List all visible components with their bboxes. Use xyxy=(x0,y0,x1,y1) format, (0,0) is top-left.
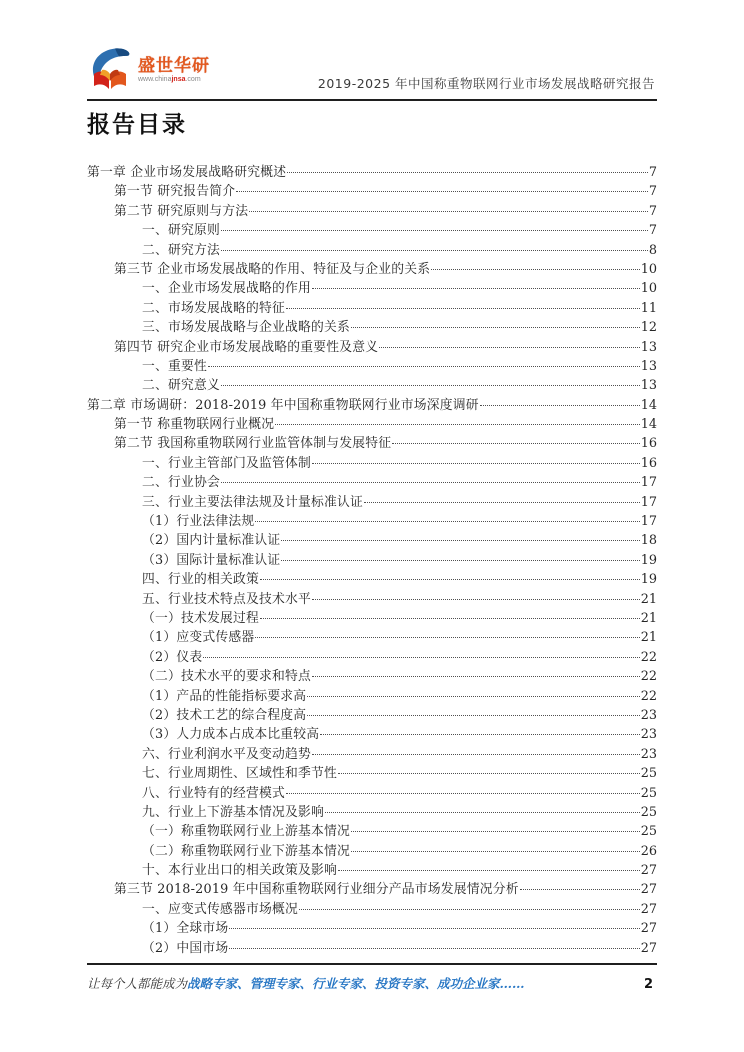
toc-page-number: 22 xyxy=(640,688,657,704)
toc-entry-title: （一）称重物联网行业上游基本情况 xyxy=(142,824,350,840)
toc-entry-title: 九、行业上下游基本情况及影响 xyxy=(142,804,324,820)
toc-entry xyxy=(87,221,657,240)
toc-leader-dots xyxy=(286,793,640,794)
toc-leader-dots xyxy=(260,579,640,580)
logo-bird-book-icon xyxy=(88,46,134,94)
page-title: 报告目录 xyxy=(87,112,187,138)
toc-leader-dots xyxy=(203,657,639,658)
toc-page-number: 17 xyxy=(640,494,657,510)
toc-page-number: 23 xyxy=(640,727,657,743)
toc-page-number: 21 xyxy=(640,630,657,646)
toc-entry xyxy=(87,473,657,492)
toc-page-number: 19 xyxy=(640,552,657,568)
toc-entry-title: 第三节 2018-2019 年中国称重物联网行业细分产品市场发展情况分析 xyxy=(114,882,519,898)
toc-entry xyxy=(87,376,657,395)
toc-leader-dots xyxy=(325,812,640,813)
toc-page-number: 27 xyxy=(640,901,657,917)
toc-leader-dots xyxy=(307,696,639,697)
toc-page-number: 25 xyxy=(640,804,657,820)
toc-page-number: 21 xyxy=(640,591,657,607)
toc-entry-title: （2）中国市场 xyxy=(142,940,229,956)
toc-entry xyxy=(87,551,657,570)
toc-page-number: 7 xyxy=(648,165,657,180)
toc-entry xyxy=(87,822,657,841)
toc-page-number: 8 xyxy=(648,242,657,258)
toc-page-number: 10 xyxy=(640,281,657,297)
toc-entry-title: 二、研究意义 xyxy=(142,378,220,394)
company-logo xyxy=(88,46,210,94)
toc-page-number: 12 xyxy=(640,320,657,336)
toc-entry xyxy=(87,880,657,899)
toc-entry xyxy=(87,842,657,861)
toc-entry-title: 七、行业周期性、区域性和季节性 xyxy=(142,766,337,782)
toc-leader-dots xyxy=(351,851,640,852)
toc-entry-title: 一、企业市场发展战略的作用 xyxy=(142,281,311,297)
toc-entry-title: （1）行业法律法规 xyxy=(142,514,255,530)
toc-entry-title: （3）国际计量标准认证 xyxy=(142,552,281,568)
toc-leader-dots xyxy=(287,172,648,173)
toc-entry-title: （2）国内计量标准认证 xyxy=(142,533,281,549)
toc-entry xyxy=(87,609,657,628)
toc-entry xyxy=(87,531,657,550)
toc-leader-dots xyxy=(221,250,648,251)
toc-page-number: 7 xyxy=(648,184,657,200)
toc-leader-dots xyxy=(286,308,640,309)
toc-entry xyxy=(87,241,657,260)
toc-page-number: 13 xyxy=(640,358,657,374)
toc-entry xyxy=(87,260,657,279)
toc-leader-dots xyxy=(236,191,648,192)
toc-leader-dots xyxy=(312,288,640,289)
toc-entry-title: （2）技术工艺的综合程度高 xyxy=(142,707,307,723)
toc-entry xyxy=(87,454,657,473)
toc-page-number: 13 xyxy=(640,378,657,394)
toc-entry-title: 一、应变式传感器市场概况 xyxy=(142,901,298,917)
toc-entry xyxy=(87,590,657,609)
toc-page-number: 27 xyxy=(640,940,657,956)
toc-entry-title: 二、行业协会 xyxy=(142,475,220,491)
toc-entry-title: 第四节 研究企业市场发展战略的重要性及意义 xyxy=(114,339,379,355)
toc-entry-title: （二）称重物联网行业下游基本情况 xyxy=(142,843,350,859)
toc-entry xyxy=(87,667,657,686)
toc-entry-title: 一、行业主管部门及监管体制 xyxy=(142,455,311,471)
toc-page-number: 7 xyxy=(648,223,657,239)
toc-leader-dots xyxy=(281,560,639,561)
toc-leader-dots xyxy=(480,405,640,406)
toc-page-number: 22 xyxy=(640,649,657,665)
toc-page-number: 16 xyxy=(640,436,657,452)
toc-leader-dots xyxy=(379,347,639,348)
toc-entry-title: 三、行业主要法律法规及计量标准认证 xyxy=(142,494,363,510)
toc-entry-title: 一、重要性 xyxy=(142,358,207,374)
brand-url xyxy=(138,75,210,84)
toc-entry-title: （3）人力成本占成本比重较高 xyxy=(142,727,320,743)
toc-entry xyxy=(87,900,657,919)
toc-entry xyxy=(87,493,657,512)
toc-page-number: 21 xyxy=(640,610,657,626)
toc-leader-dots xyxy=(255,521,639,522)
toc-page-number: 11 xyxy=(640,300,657,316)
toc-leader-dots xyxy=(338,773,640,774)
toc-page-number: 13 xyxy=(640,339,657,355)
footer-slogan-highlight: 战略专家、管理专家、行业专家、投资专家、成功企业家…… xyxy=(187,976,525,991)
toc-entry-title: （二）技术水平的要求和特点 xyxy=(142,669,311,685)
toc-leader-dots xyxy=(299,909,640,910)
toc-entry-title: 第一节 研究报告简介 xyxy=(114,184,236,200)
toc-leader-dots xyxy=(221,385,640,386)
toc-entry-title: （一）技术发展过程 xyxy=(142,610,259,626)
toc-entry xyxy=(87,919,657,938)
page-header xyxy=(87,44,657,98)
footer-slogan-prefix: 让每个人都能成为 xyxy=(87,976,188,991)
toc-page-number: 27 xyxy=(640,921,657,937)
toc-leader-dots xyxy=(281,540,639,541)
toc-entry xyxy=(87,318,657,337)
toc-entry xyxy=(87,299,657,318)
toc-page-number: 25 xyxy=(640,766,657,782)
report-title: 2019-2025 年中国称重物联网行业市场发展战略研究报告 xyxy=(317,76,655,91)
toc-page-number: 10 xyxy=(640,261,657,277)
toc-entry xyxy=(87,706,657,725)
toc-entry-title: 六、行业利润水平及变动趋势 xyxy=(142,746,311,762)
toc-entry-title: 第一章 企业市场发展战略研究概述 xyxy=(87,165,287,180)
toc-leader-dots xyxy=(312,599,640,600)
brand-name: 盛世华研 xyxy=(138,55,210,75)
toc-page-number: 25 xyxy=(640,785,657,801)
toc-leader-dots xyxy=(221,230,648,231)
toc-page-number: 18 xyxy=(640,533,657,549)
toc-page-number: 7 xyxy=(648,203,657,219)
toc-entry-title: 第二章 市场调研：2018-2019 年中国称重物联网行业市场深度调研 xyxy=(87,397,479,413)
toc-entry-title: （1）应变式传感器 xyxy=(142,630,255,646)
toc-entry-title: （1）产品的性能指标要求高 xyxy=(142,688,307,704)
toc-entry-title: 十、本行业出口的相关政策及影响 xyxy=(142,863,337,879)
toc-page-number: 23 xyxy=(640,746,657,762)
toc-page-number: 22 xyxy=(640,669,657,685)
toc-leader-dots xyxy=(307,715,639,716)
toc-entry xyxy=(87,279,657,298)
toc-leader-dots xyxy=(249,211,648,212)
toc-entry-title: 第三节 企业市场发展战略的作用、特征及与企业的关系 xyxy=(114,261,431,277)
toc-entry-title: （1）全球市场 xyxy=(142,921,229,937)
toc-entry xyxy=(87,939,657,958)
toc-entry xyxy=(87,202,657,221)
toc-page-number: 26 xyxy=(640,843,657,859)
toc-entry-title: 五、行业技术特点及技术水平 xyxy=(142,591,311,607)
toc-leader-dots xyxy=(338,870,640,871)
toc-entry xyxy=(87,570,657,589)
toc-entry xyxy=(87,784,657,803)
toc-entry-title: 第二节 我国称重物联网行业监管体制与发展特征 xyxy=(114,436,392,452)
toc-entry xyxy=(87,628,657,647)
toc-entry xyxy=(87,725,657,744)
toc-entry xyxy=(87,338,657,357)
toc-entry-title: 二、研究方法 xyxy=(142,242,220,258)
toc-leader-dots xyxy=(320,734,639,735)
toc-leader-dots xyxy=(312,676,640,677)
page-footer xyxy=(87,974,657,992)
toc-entry xyxy=(87,803,657,822)
toc-entry xyxy=(87,163,657,182)
toc-entry-title: 四、行业的相关政策 xyxy=(142,572,259,588)
toc-page-number: 17 xyxy=(640,514,657,530)
toc-leader-dots xyxy=(351,831,640,832)
toc-page-number: 16 xyxy=(640,455,657,471)
toc-leader-dots xyxy=(221,482,640,483)
toc-entry-title: 八、行业特有的经营模式 xyxy=(142,785,285,801)
toc-entry-title: 第二节 研究原则与方法 xyxy=(114,203,249,219)
toc-page-number: 27 xyxy=(640,863,657,879)
toc-entry xyxy=(87,745,657,764)
header-divider xyxy=(87,99,657,101)
toc-leader-dots xyxy=(275,424,639,425)
toc-page-number: 17 xyxy=(640,475,657,491)
toc-entry xyxy=(87,687,657,706)
toc-list xyxy=(87,163,657,958)
toc-leader-dots xyxy=(351,327,640,328)
toc-leader-dots xyxy=(229,928,639,929)
toc-entry-title: （2）仪表 xyxy=(142,649,203,665)
toc-leader-dots xyxy=(392,443,640,444)
toc-leader-dots xyxy=(431,269,640,270)
toc-leader-dots xyxy=(312,463,640,464)
toc-entry xyxy=(87,415,657,434)
toc-leader-dots xyxy=(229,948,639,949)
brand-url-suffix: .com xyxy=(185,75,201,83)
toc-page-number: 23 xyxy=(640,707,657,723)
toc-entry xyxy=(87,648,657,667)
toc-page-number: 25 xyxy=(640,824,657,840)
toc-entry xyxy=(87,396,657,415)
toc-entry-title: 二、市场发展战略的特征 xyxy=(142,300,285,316)
toc-page-number: 19 xyxy=(640,572,657,588)
toc-entry-title: 三、市场发展战略与企业战略的关系 xyxy=(142,320,350,336)
toc-entry xyxy=(87,434,657,453)
brand-url-prefix: www.china xyxy=(138,75,172,83)
toc-leader-dots xyxy=(255,637,639,638)
footer-divider xyxy=(87,963,657,965)
toc-leader-dots xyxy=(520,889,640,890)
toc-leader-dots xyxy=(312,754,640,755)
toc-page-number: 27 xyxy=(640,882,657,898)
toc-entry xyxy=(87,357,657,376)
toc-entry xyxy=(87,861,657,880)
toc-leader-dots xyxy=(208,366,640,367)
toc-page-number: 14 xyxy=(640,397,657,413)
footer-page-number: 2 xyxy=(643,977,653,992)
toc-leader-dots xyxy=(260,618,640,619)
brand-url-mid: jnsa xyxy=(171,75,186,83)
toc-entry xyxy=(87,764,657,783)
toc-entry-title: 一、研究原则 xyxy=(142,223,220,239)
toc-entry xyxy=(87,512,657,531)
toc-page-number: 14 xyxy=(640,417,657,433)
toc-leader-dots xyxy=(364,502,640,503)
toc-entry xyxy=(87,182,657,201)
toc-entry-title: 第一节 称重物联网行业概况 xyxy=(114,417,275,433)
